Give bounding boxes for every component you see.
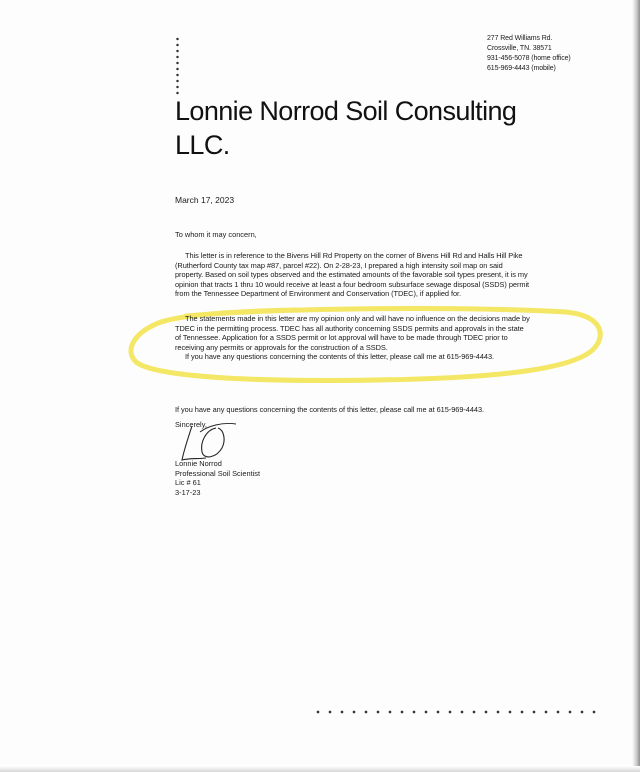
paragraph-contact <box>175 405 591 415</box>
paragraph-line: opinion that tracts 1 thru 10 would receive at least a four bedroom subsurface sewage disposal (SSDS) permit <box>175 279 530 289</box>
signer-name: Lonnie Norrod <box>175 459 222 468</box>
address-mobile-phone: 615-969-4443 (mobile) <box>487 65 556 72</box>
letter-date: March 17, 2023 <box>175 195 235 205</box>
page-bottom-edge <box>0 766 640 772</box>
address-home-phone: 931-456-5078 (home office) <box>487 55 571 62</box>
paragraph-line: If you have any questions concerning the contents of this letter, please call me at 615-969-4443. <box>185 352 495 361</box>
paragraph-line: This letter is in reference to the Bivens Hill Rd Property on the corner of Bivens Hill Rd and Halls Hill Pike <box>185 251 523 260</box>
company-name-line1: Lonnie Norrod Soil Consulting <box>175 96 517 126</box>
paragraph-line: (Rutherford County tax map #87, parcel #22). On 2-28-23, I prepared a high intensity soil map on said <box>175 260 503 270</box>
paragraph-line: receiving any permits or approvals for the construction of a SSDS. <box>175 342 388 352</box>
punch-dots-vertical <box>176 36 179 96</box>
closing: Sincerely, <box>175 420 207 429</box>
sender-address <box>487 34 571 74</box>
signer-title: Professional Soil Scientist <box>175 468 261 478</box>
signer-license: Lic # 61 <box>175 478 201 487</box>
company-name <box>175 94 575 162</box>
address-street: 277 Red Williams Rd. <box>487 35 553 42</box>
page-edge-shadow <box>632 0 640 772</box>
paragraph-line: of Tennessee. Application for a SSDS permit or lot approval will have to be made through TDEC prior to <box>175 333 508 342</box>
paragraph-line: from the Tennessee Department of Environment and Conservation (TDEC), if applied for. <box>175 289 462 298</box>
punch-dots-horizontal <box>312 710 602 714</box>
paragraph-line: The statements made in this letter are my opinion only and will have no influence on the decisions made by <box>185 314 530 323</box>
paragraph-disclaimer <box>175 314 591 362</box>
salutation: To whom it may concern, <box>175 230 257 239</box>
signer-date: 3-17-23 <box>175 487 201 497</box>
paragraph-line: TDEC in the permitting process. TDEC has all authority concerning SSDS permits and approvals in the state <box>175 323 524 333</box>
address-city: Crossville, TN. 38571 <box>487 45 552 52</box>
paragraph-reference <box>175 251 591 299</box>
signer-block <box>175 459 260 497</box>
company-name-line2: LLC. <box>175 130 230 160</box>
paragraph-line: property. Based on soil types observed and the estimated amounts of the favorable soil types present, it is my <box>175 270 528 279</box>
paragraph-line: If you have any questions concerning the contents of this letter, please call me at 615-969-4443. <box>175 405 485 414</box>
